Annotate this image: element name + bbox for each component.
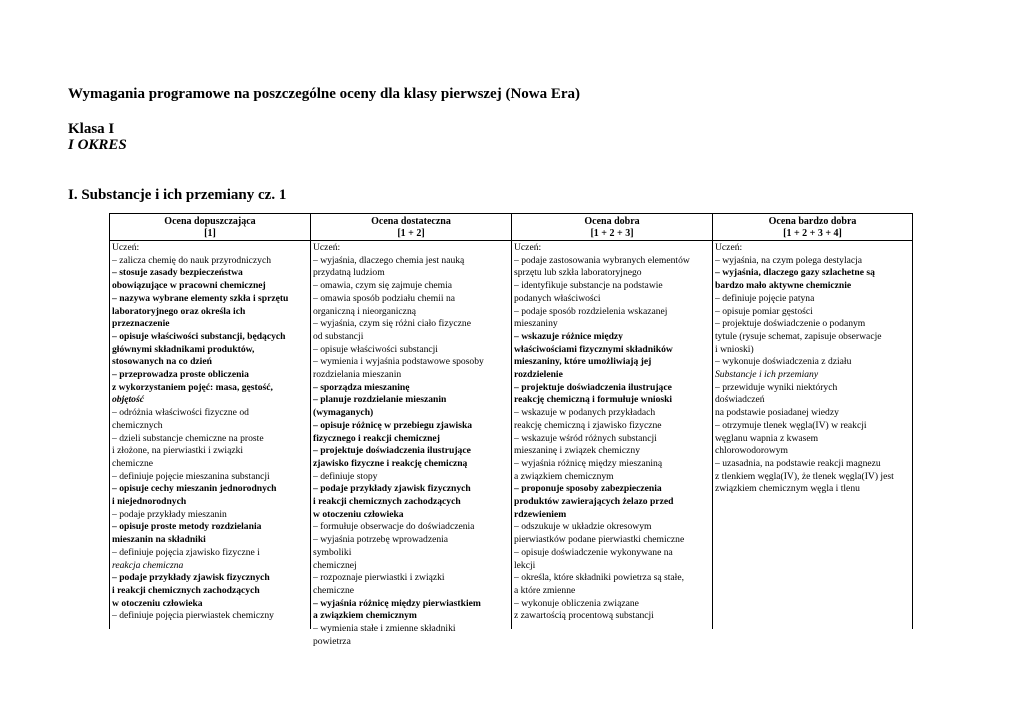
requirement-line: – dzieli substancje chemiczne na proste [112, 432, 264, 444]
column-header [512, 214, 712, 241]
requirement-line: (wymaganych) [313, 407, 374, 419]
requirement-line: chemiczne [313, 584, 355, 596]
requirement-line: – identyfikuje substancje na podstawie [514, 280, 663, 292]
requirement-line: – definiuje pojęcie mieszanina substancji [112, 470, 270, 482]
requirement-line: – definiuje pojęcia pierwiastek chemiczny [112, 610, 274, 622]
requirement-line: produktów zawierających żelazo przed [514, 496, 674, 508]
requirement-line: – stosuje zasady bezpieczeństwa [112, 267, 243, 279]
requirement-line: – podaje przykłady zjawisk fizycznych [112, 572, 270, 584]
class-heading: Klasa I [68, 121, 115, 137]
requirement-line: właściwościami fizycznymi składników [514, 343, 673, 355]
requirement-line: Uczeń: [112, 242, 140, 253]
column-body [713, 241, 912, 496]
column-header [713, 214, 912, 241]
requirement-line: z wykorzystaniem pojęć: masa, gęstość, [112, 381, 273, 393]
requirement-line: mieszaniny [514, 318, 558, 330]
requirement-line: związkiem chemicznym węgla i tlenu [715, 483, 860, 495]
requirement-line: rozdzielenie [514, 369, 563, 381]
requirement-line: – zalicza chemię do nauk przyrodniczych [112, 254, 272, 266]
requirement-line: reakcja chemiczna [112, 559, 184, 571]
requirement-line: głównymi składnikami produktów, [112, 343, 255, 355]
column-body [311, 241, 511, 649]
requirement-line: rozdzielania mieszanin [313, 369, 402, 381]
requirement-line: – projektuje doświadczenia ilustrujące [514, 381, 672, 393]
requirement-line: węglanu wapnia z kwasem [715, 432, 819, 444]
requirement-line: – nazywa wybrane elementy szkła i sprzętu [112, 292, 289, 304]
requirement-line: Uczeń: [313, 242, 341, 253]
requirement-line: mieszanin na składniki [112, 534, 206, 546]
requirement-line: reakcję chemiczną i formułuje wnioski [514, 394, 673, 406]
requirement-line: pierwiastków podane pierwiastki chemiczne [514, 534, 685, 546]
requirement-line: – odszukuje w układzie okresowym [514, 521, 652, 533]
requirement-line: – wyjaśnia różnicę między mieszaniną [514, 457, 663, 469]
requirement-line: reakcję chemiczną i zjawisko fizyczne [514, 419, 662, 431]
requirement-line: od substancji [313, 330, 364, 342]
column-dobra [512, 214, 713, 629]
requirement-line: – opisuje właściwości substancji [313, 343, 438, 355]
requirement-line: – wyjaśnia, czym się różni ciało fizyczne [313, 318, 471, 330]
header-grade: Ocena dopuszczająca [164, 216, 256, 227]
header-scale: [1 + 2 + 3 + 4] [783, 228, 842, 239]
requirement-line: z zawartością procentową substancji [514, 610, 654, 622]
requirement-line: – opisuje cechy mieszanin jednorodnych [112, 483, 277, 495]
requirement-line: sprzętu lub szkła laboratoryjnego [514, 267, 642, 279]
requirement-line: – wykonuje obliczenia związane [514, 597, 639, 609]
requirement-line: – wskazuje w podanych przykładach [514, 407, 656, 419]
requirement-line: a związkiem chemicznym [313, 610, 417, 622]
requirement-line: – planuje rozdzielanie mieszanin [313, 394, 447, 406]
requirement-line: – opisuje proste metody rozdzielania [112, 521, 262, 533]
requirement-line: stosowanych na co dzień [112, 356, 212, 368]
requirement-line: – wymienia i wyjaśnia podstawowe sposoby [313, 356, 484, 368]
requirement-line: – wymienia stałe i zmienne składniki [313, 623, 456, 635]
requirement-line: a które zmienne [514, 584, 576, 596]
requirement-line: – podaje sposób rozdzielenia wskazanej [514, 305, 668, 317]
requirement-line: – wykonuje doświadczenia z działu [715, 356, 852, 368]
section-heading: I. Substancje i ich przemiany cz. 1 [68, 187, 287, 203]
requirement-line: obowiązujące w pracowni chemicznej [112, 280, 266, 292]
requirement-line: – projektuje doświadczenie o podanym [715, 318, 866, 330]
requirement-line: w otoczeniu człowieka [112, 597, 203, 609]
requirement-line: przydatną ludziom [313, 267, 385, 279]
header-grade: Ocena dostateczna [371, 216, 451, 227]
requirement-line: – omawia sposób podziału chemii na [313, 292, 456, 304]
requirement-line: laboratoryjnego oraz określa ich [112, 305, 246, 317]
requirement-line: i reakcji chemicznych zachodzących [112, 584, 260, 596]
requirement-line: – uzasadnia, na podstawie reakcji magnezu [715, 457, 881, 469]
requirement-line: chemicznej [313, 559, 357, 571]
requirement-line: – przeprowadza proste obliczenia [112, 369, 249, 381]
requirement-line: chemiczne [112, 457, 154, 469]
requirement-line: chlorowodorowym [715, 445, 789, 457]
requirement-line: – przewiduje wyniki niektórych [715, 381, 838, 393]
requirement-line: przeznaczenie [112, 318, 170, 330]
column-dostateczna [311, 214, 512, 647]
requirement-line: objętość [112, 394, 144, 406]
requirement-line: – projektuje doświadczenia ilustrujące [313, 445, 471, 457]
requirement-line: – wyjaśnia różnicę między pierwiastkiem [313, 597, 481, 609]
requirement-line: – opisuje pomiar gęstości [715, 305, 813, 317]
requirement-line: na podstawie posiadanej wiedzy [715, 407, 839, 419]
requirement-line: – wyjaśnia, dlaczego chemia jest nauką [313, 254, 465, 266]
requirement-line: i wnioski) [715, 343, 754, 355]
requirement-line: – omawia, czym się zajmuje chemia [313, 280, 453, 292]
requirement-line: fizycznego i reakcji chemicznej [313, 432, 440, 444]
requirement-line: mieszaninę i związek chemiczny [514, 445, 640, 457]
requirement-line: – podaje przykłady mieszanin [112, 508, 227, 520]
requirement-line: – wskazuje wśród różnych substancji [514, 432, 657, 444]
requirement-line: lekcji [514, 559, 536, 571]
requirement-line: i reakcji chemicznych zachodzących [313, 496, 461, 508]
column-bardzo-dobra [713, 214, 913, 629]
header-scale: [1 + 2] [397, 228, 425, 239]
requirement-line: – rozpoznaje pierwiastki i związki [313, 572, 445, 584]
requirement-line: – odróżnia właściwości fizyczne od [112, 407, 249, 419]
requirement-line: – sporządza mieszaninę [313, 381, 410, 393]
column-header [110, 214, 310, 241]
requirement-line: mieszaniny, które umożliwiają jej [514, 356, 652, 368]
requirement-line: – proponuje sposoby zabezpieczenia [514, 483, 662, 495]
requirement-line: chemicznych [112, 419, 163, 431]
requirement-line: – otrzymuje tlenek węgla(IV) w reakcji [715, 419, 867, 431]
requirement-line: w otoczeniu człowieka [313, 508, 404, 520]
requirement-line: – opisuje doświadczenie wykonywane na [514, 546, 673, 558]
requirement-line: – podaje przykłady zjawisk fizycznych [313, 483, 471, 495]
document-title: Wymagania programowe na poszczególne oceny dla klasy pierwszej (Nowa Era) [68, 86, 581, 102]
requirement-line: – podaje zastosowania wybranych elementów [514, 254, 690, 266]
requirement-line: – formułuje obserwacje do doświadczenia [313, 521, 475, 533]
requirement-line: symboliki [313, 546, 352, 558]
requirement-line: bardzo mało aktywne chemicznie [715, 280, 852, 292]
requirement-line: tytule (rysuje schemat, zapisuje obserwacje [715, 330, 882, 342]
column-body [512, 241, 712, 623]
requirement-line: a związkiem chemicznym [514, 470, 614, 482]
requirement-line: – opisuje właściwości substancji, będących [112, 330, 286, 342]
header-scale: [1 + 2 + 3] [590, 228, 634, 239]
requirement-line: – opisuje różnicę w przebiegu zjawiska [313, 419, 473, 431]
requirements-table [109, 213, 913, 647]
requirement-line: Uczeń: [514, 242, 542, 253]
requirement-line: z tlenkiem węgla(IV), że tlenek węgla(IV) jest [715, 470, 894, 482]
column-dopuszczajaca [110, 214, 311, 629]
requirement-line: – definiuje pojęcia zjawisko fizyczne i [112, 546, 260, 558]
requirement-line: – wskazuje różnice między [514, 330, 623, 342]
requirement-line: rdzewieniem [514, 508, 567, 520]
requirement-line: i złożone, na pierwiastki i związki [112, 445, 244, 457]
column-body [110, 241, 310, 623]
requirement-line: – wyjaśnia, dlaczego gazy szlachetne są [715, 267, 875, 279]
requirement-line: powietrza [313, 635, 351, 647]
requirement-line: i niejednorodnych [112, 496, 187, 508]
requirement-line: zjawisko fizyczne i reakcję chemiczną [313, 457, 468, 469]
requirement-line: – wyjaśnia potrzebę wprowadzenia [313, 534, 449, 546]
column-header [311, 214, 511, 241]
requirement-line: Uczeń: [715, 242, 743, 253]
term-heading: I OKRES [68, 137, 127, 153]
requirement-line: doświadczeń [715, 394, 765, 406]
requirement-line: Substancje i ich przemiany [715, 369, 819, 381]
header-scale: [1] [204, 228, 216, 239]
requirement-line: – definiuje stopy [313, 470, 378, 482]
requirement-line: – określa, które składniki powietrza są stałe, [514, 572, 684, 584]
requirement-line: – definiuje pojęcie patyna [715, 292, 815, 304]
requirement-line: – wyjaśnia, na czym polega destylacja [715, 254, 863, 266]
header-grade: Ocena bardzo dobra [768, 216, 857, 227]
requirement-line: organiczną i nieorganiczną [313, 305, 416, 317]
header-grade: Ocena dobra [584, 216, 640, 227]
requirement-line: podanych właściwości [514, 292, 601, 304]
